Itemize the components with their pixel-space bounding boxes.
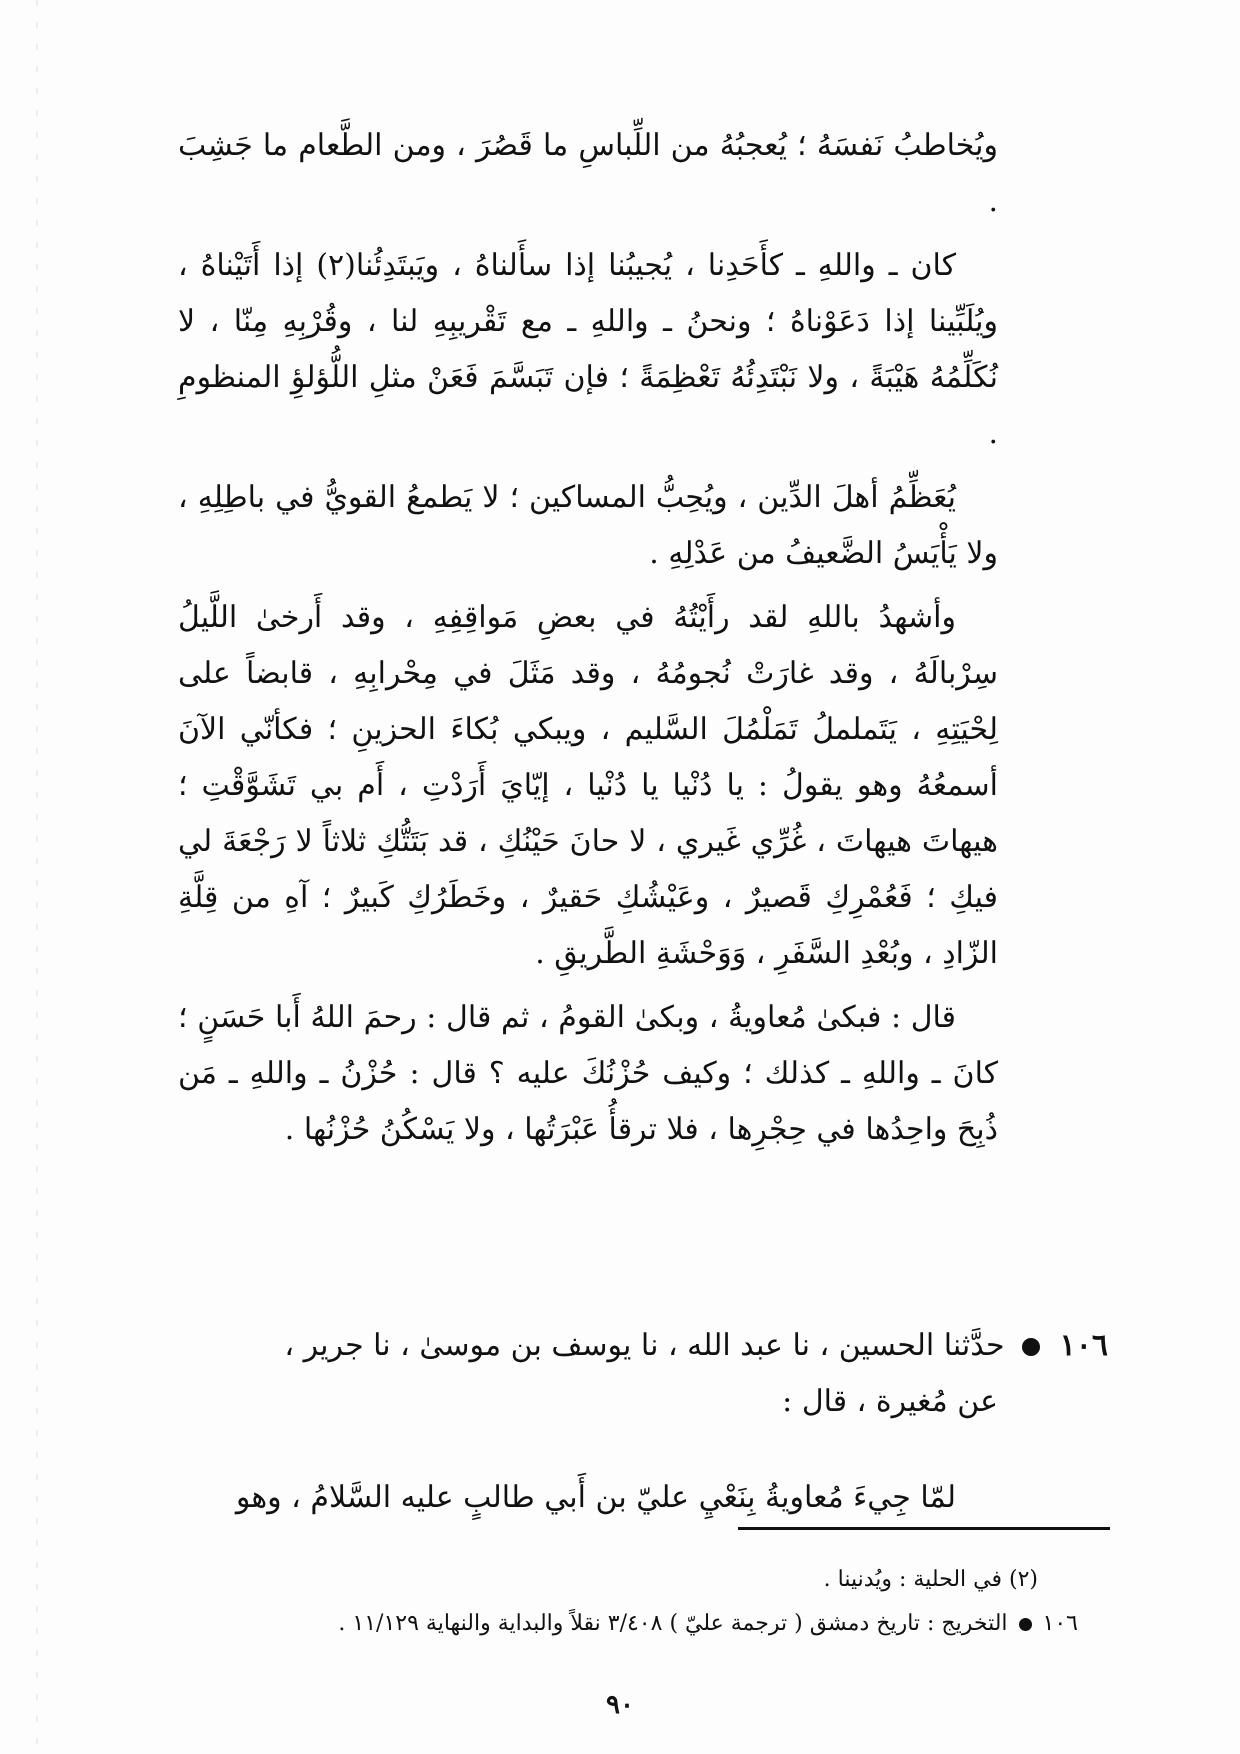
hadith-isnad-line-2: عن مُغيرة ، قال :	[782, 1384, 998, 1419]
takhrij-number: ١٠٦	[1042, 1611, 1078, 1636]
hadith-isnad-line-1: حدَّثنا الحسين ، نا عبد الله ، نا يوسف بن موسىٰ ، نا جرير ،	[284, 1328, 1005, 1363]
takhrij-footnote	[178, 1602, 1078, 1646]
hadith-number: ١٠٦	[1059, 1328, 1108, 1363]
hadith-106	[178, 1318, 1108, 1430]
paragraph-3: يُعَظِّمُ أهلَ الدِّين ، ويُحِبُّ المساكين ؛ لا يَطمعُ القويُّ في باطِلِهِ ، ولا يَأْيَسُ الضَّعيفُ من عَدْلِهِ .	[178, 480, 998, 571]
bullet-icon	[1022, 1338, 1040, 1356]
main-text-block	[178, 118, 998, 1166]
bullet-icon	[1019, 1618, 1032, 1631]
paragraph-5: قال : فبكىٰ مُعاويةُ ، وبكىٰ القومُ ، ثم قال : رحمَ اللهُ أَبا حَسَنٍ ؛ كانَ ـ واللهِ ـ كذلك ؛ وكيف حُزْنُكَ عليه ؟ قال : حُزْنُ ـ واللهِ ـ مَن ذُبِحَ واحِدُها في حِجْرِها ، فلا ترقأُ عَبْرَتُها ، ولا يَسْكُنُ حُزْنُها .	[178, 1000, 998, 1147]
hadith-first-line	[178, 1318, 1108, 1374]
page-number: ٩٠	[606, 1690, 634, 1720]
paragraph-4: وأشهدُ باللهِ لقد رأَيْتُهُ في بعضِ مَواقِفِهِ ، وقد أَرخىٰ اللَّيلُ سِرْبالَهُ ، وقد غارَتْ نُجومُهُ ، وقد مَثَلَ في مِحْرابِهِ ، قابضاً على لِحْيَتِهِ ، يَتَململُ تَمَلْمُلَ السَّليم ، ويبكي بُكاءَ الحزينِ ؛ فكأنّي الآنَ أسمعُهُ وهو يقولُ : يا دُنْيا يا دُنْيا ، إيّايَ أَرَدْتِ ، أَم بي تَشَوَّقْتِ ؛ هيهاتَ هيهاتَ ، غُرِّي غَيري ، لا حانَ حَيْنُكِ ، قد بَتَتُّكِ ثلاثاً لا رَجْعَةَ لي فيكِ ؛ فَعُمْرِكِ قَصيرٌ ، وعَيْشُكِ حَقيرٌ ، وخَطَرُكِ كَبيرٌ ؛ آهِ من قِلَّةِ الزّادِ ، وبُعْدِ السَّفَرِ ، وَوَحْشَةِ الطَّريقِ .	[178, 600, 998, 971]
footnote-2: (٢) في الحلية : ويُدنينا .	[823, 1567, 1038, 1592]
paragraph-2: كان ـ واللهِ ـ كأَحَدِنا ، يُجيبُنا إذا سأَلناهُ ، ويَبتَدِئُنا(٢) إذا أَتَيْناهُ ، ويُلَبِّينا إذا دَعَوْناهُ ؛ ونحنُ ـ واللهِ ـ مع تَقْريبِهِ لنا ، وقُرْبِهِ مِنّا ، لا نُكَلِّمُهُ هَيْبَةً ، ولا نَبْتَدِئُهُ تَعْظِمَةً ؛ فإن تَبَسَّمَ فَعَنْ مثلِ اللُّؤلؤِ المنظومِ .	[178, 248, 998, 451]
footnote-divider	[738, 1527, 1110, 1530]
paragraph-6: لمّا جِيءَ مُعاويةُ بِنَعْيِ عليّ بن أَبي طالبٍ عليه السَّلامُ ، وهو	[235, 1480, 956, 1515]
takhrij-text: التخريج : تاريخ دمشق ( ترجمة عليّ ) ٣/٤٠٨ نقلاً والبداية والنهاية ١١/١٢٩ .	[338, 1611, 1008, 1636]
footnotes	[178, 1558, 1078, 1646]
paragraph-1: ويُخاطبُ نَفسَهُ ؛ يُعجبُهُ من اللِّباسِ ما قَصُرَ ، ومن الطَّعام ما جَشِبَ .	[178, 128, 998, 219]
scan-edge-artifact	[36, 0, 38, 1754]
